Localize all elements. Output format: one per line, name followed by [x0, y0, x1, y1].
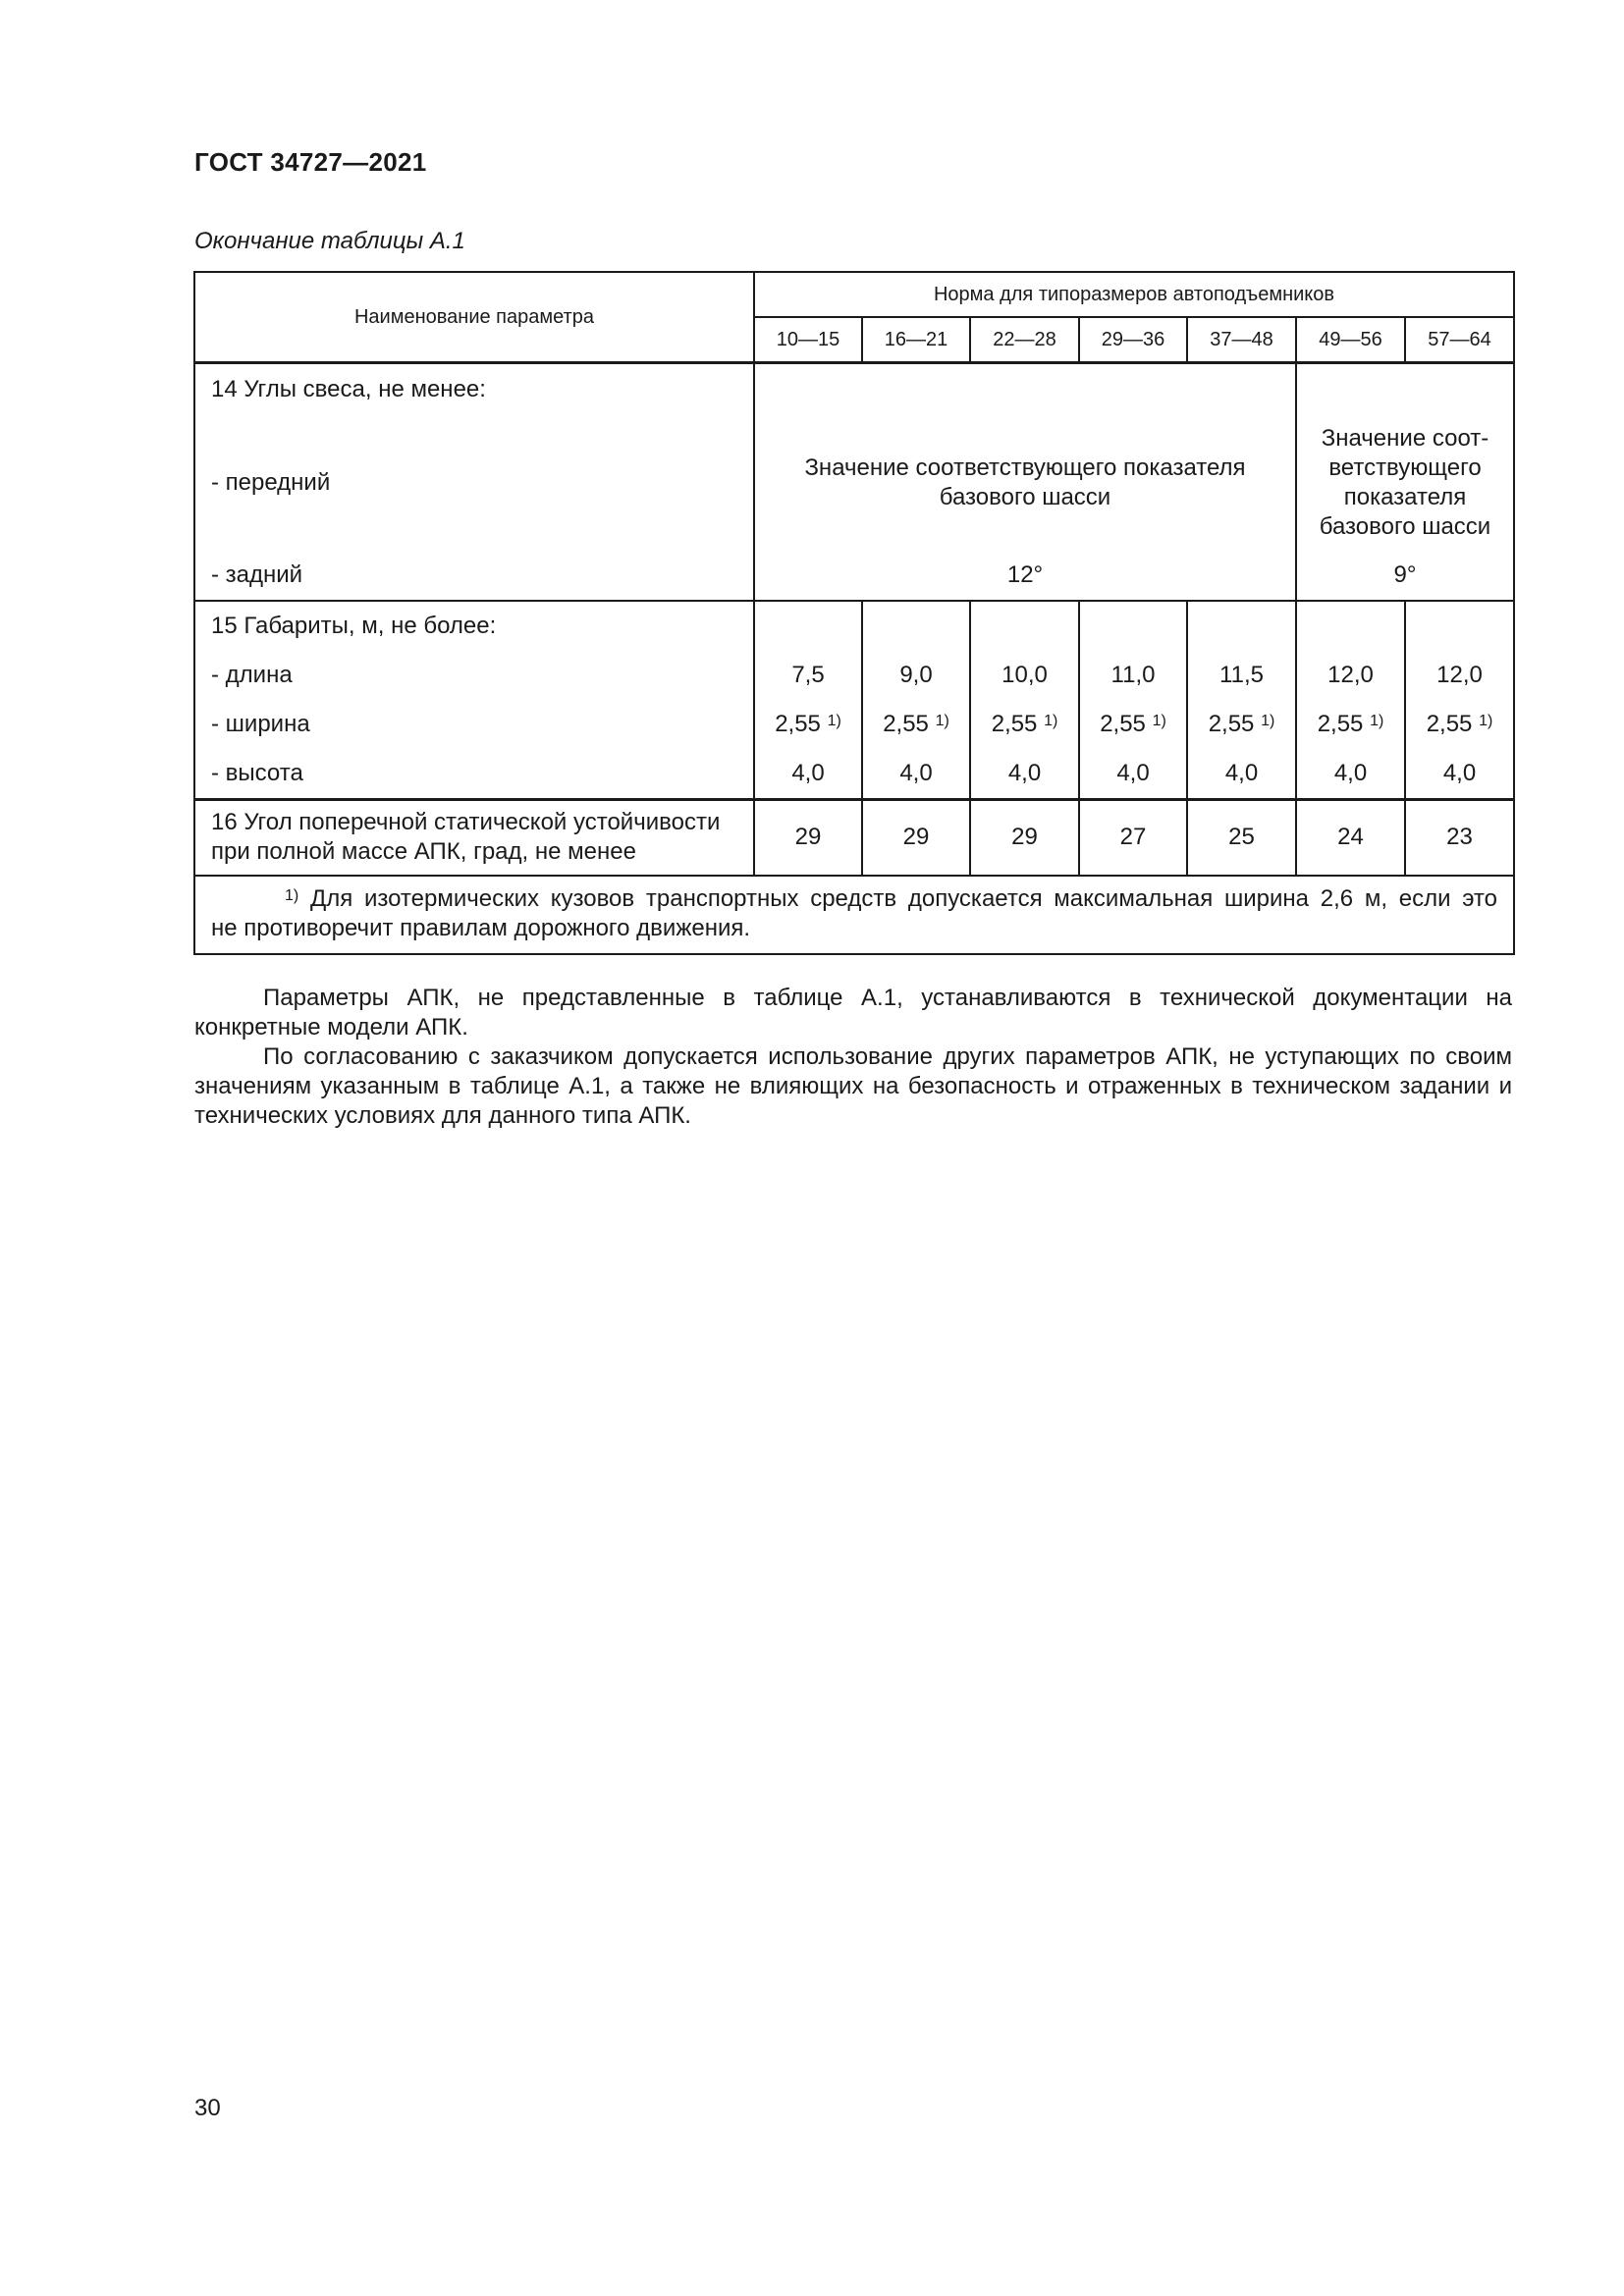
footnote-mark: 1) [935, 712, 949, 729]
row14-value-a-cell [754, 362, 1296, 601]
row16-title-line1: 16 Угол поперечной статической устойчивости [211, 809, 721, 836]
row15-width-label: - ширина [211, 710, 310, 737]
width-value-wrap [863, 700, 969, 749]
footnote-mark: 1) [1044, 712, 1058, 729]
length-value: 7,5 [791, 661, 825, 688]
table-caption: Окончание таблицы А.1 [194, 228, 465, 254]
width-value-wrap [1080, 700, 1186, 749]
footnote-line1: Для изотермических кузовов транспортных средств допускается максимальная ширина 2,6 м, если это [309, 885, 1497, 912]
row15-value-cell [1405, 601, 1514, 800]
norm-header-cell [754, 272, 1514, 317]
footnote-line1-wrap [211, 884, 1497, 914]
width-value: 2,55 [1100, 710, 1146, 737]
row15-value-cell [1187, 601, 1296, 800]
paragraph: Параметры АПК, не представленные в таблице А.1, устанавливаются в технической документации на конкретные модели АПК. [194, 985, 1512, 1041]
width-value: 2,55 [1317, 710, 1364, 737]
width-value: 2,55 [991, 710, 1038, 737]
page-number: 30 [194, 2095, 221, 2121]
row15-length-label: - длина [211, 661, 293, 688]
size-column-header: 37—48 [1187, 317, 1296, 362]
size-column-header: 16—21 [862, 317, 970, 362]
width-value-wrap [1188, 700, 1295, 749]
row16-value: 27 [1079, 799, 1187, 876]
footnote-row [194, 876, 1514, 954]
table-row [194, 601, 1514, 800]
row14-front-value-b-line2: ветствующего [1328, 454, 1482, 481]
size-column-header: 49—56 [1296, 317, 1405, 362]
width-value-wrap [755, 700, 861, 749]
param-header-cell [194, 272, 754, 362]
length-value: 10,0 [1001, 661, 1048, 688]
paragraph: По согласованию с заказчиком допускается использование других параметров АПК, не уступающих по своим значениям указанным в таблице А.1, а также не влияющих на безопасность и отраженных в техническом задании и технических условиях для данного типа АПК. [194, 1043, 1512, 1129]
length-value: 9,0 [899, 661, 933, 688]
width-value-wrap [1297, 700, 1404, 749]
table-header-row [194, 272, 1514, 317]
width-value: 2,55 [1426, 710, 1473, 737]
width-value: 2,55 [775, 710, 821, 737]
row16-title-line2: при полной массе АПК, град, не менее [211, 838, 636, 866]
table-row [194, 362, 1514, 601]
footnote-cell [194, 876, 1514, 954]
row15-value-cell [1296, 601, 1405, 800]
width-value-wrap [1406, 700, 1513, 749]
width-value: 2,55 [883, 710, 929, 737]
length-value: 11,0 [1110, 661, 1156, 688]
row14-rear-value-a: 12° [1006, 561, 1044, 588]
size-column-header: 22—28 [970, 317, 1079, 362]
parameters-table [193, 271, 1515, 955]
table-row [194, 799, 1514, 876]
length-value: 11,5 [1219, 661, 1264, 688]
param-header: Наименование параметра [353, 305, 594, 328]
row16-param-cell [194, 799, 754, 876]
row16-value: 29 [862, 799, 970, 876]
row15-height-label: - высота [211, 759, 303, 786]
size-column-header: 57—64 [1405, 317, 1514, 362]
body-text [194, 984, 1512, 1131]
height-value: 4,0 [1224, 759, 1259, 786]
row14-front-value-a-line2: базового шасси [939, 483, 1111, 510]
height-value: 4,0 [1007, 759, 1042, 786]
footnote-mark: 1) [1479, 712, 1493, 729]
height-value: 4,0 [791, 759, 825, 786]
row15-title: 15 Габариты, м, не более: [211, 612, 497, 639]
row14-front-label: - передний [211, 468, 331, 496]
row14-front-value-b-line4: базового шасси [1319, 512, 1491, 540]
row14-rear-label: - задний [211, 561, 303, 588]
row16-value: 29 [754, 799, 862, 876]
width-value-wrap [971, 700, 1078, 749]
height-value: 4,0 [899, 759, 933, 786]
row14-value-b-cell [1296, 362, 1514, 601]
row15-value-cell [862, 601, 970, 800]
row15-value-cell [754, 601, 862, 800]
row16-value: 29 [970, 799, 1079, 876]
height-value: 4,0 [1116, 759, 1150, 786]
size-column-header: 10—15 [754, 317, 862, 362]
norm-header: Норма для типоразмеров автоподъемников [933, 284, 1335, 305]
height-value: 4,0 [1442, 759, 1477, 786]
row16-value: 24 [1296, 799, 1405, 876]
footnote-mark: 1) [1370, 712, 1384, 729]
footnote-mark: 1) [285, 887, 299, 904]
length-value: 12,0 [1327, 661, 1374, 688]
row16-value: 25 [1187, 799, 1296, 876]
footnote-mark: 1) [1261, 712, 1275, 729]
height-value: 4,0 [1333, 759, 1368, 786]
row14-param-cell [194, 362, 754, 601]
row14-front-value-b-line1: Значение соот- [1321, 424, 1489, 452]
row14-front-value-b-line3: показателя [1343, 483, 1467, 510]
size-column-header: 29—36 [1079, 317, 1187, 362]
width-value: 2,55 [1208, 710, 1255, 737]
row15-value-cell [970, 601, 1079, 800]
footnote-mark: 1) [827, 712, 841, 729]
row14-front-value-a-line1: Значение соответствующего показателя [804, 454, 1246, 481]
length-value: 12,0 [1436, 661, 1483, 688]
footnote-line2: не противоречит правилам дорожного движения. [211, 915, 751, 941]
row15-value-cell [1079, 601, 1187, 800]
footnote-mark: 1) [1152, 712, 1166, 729]
row16-value: 23 [1405, 799, 1514, 876]
row14-title: 14 Углы свеса, не менее: [211, 375, 486, 402]
row14-rear-value-b: 9° [1393, 561, 1417, 588]
row15-param-cell [194, 601, 754, 800]
document-code: ГОСТ 34727—2021 [194, 147, 427, 177]
